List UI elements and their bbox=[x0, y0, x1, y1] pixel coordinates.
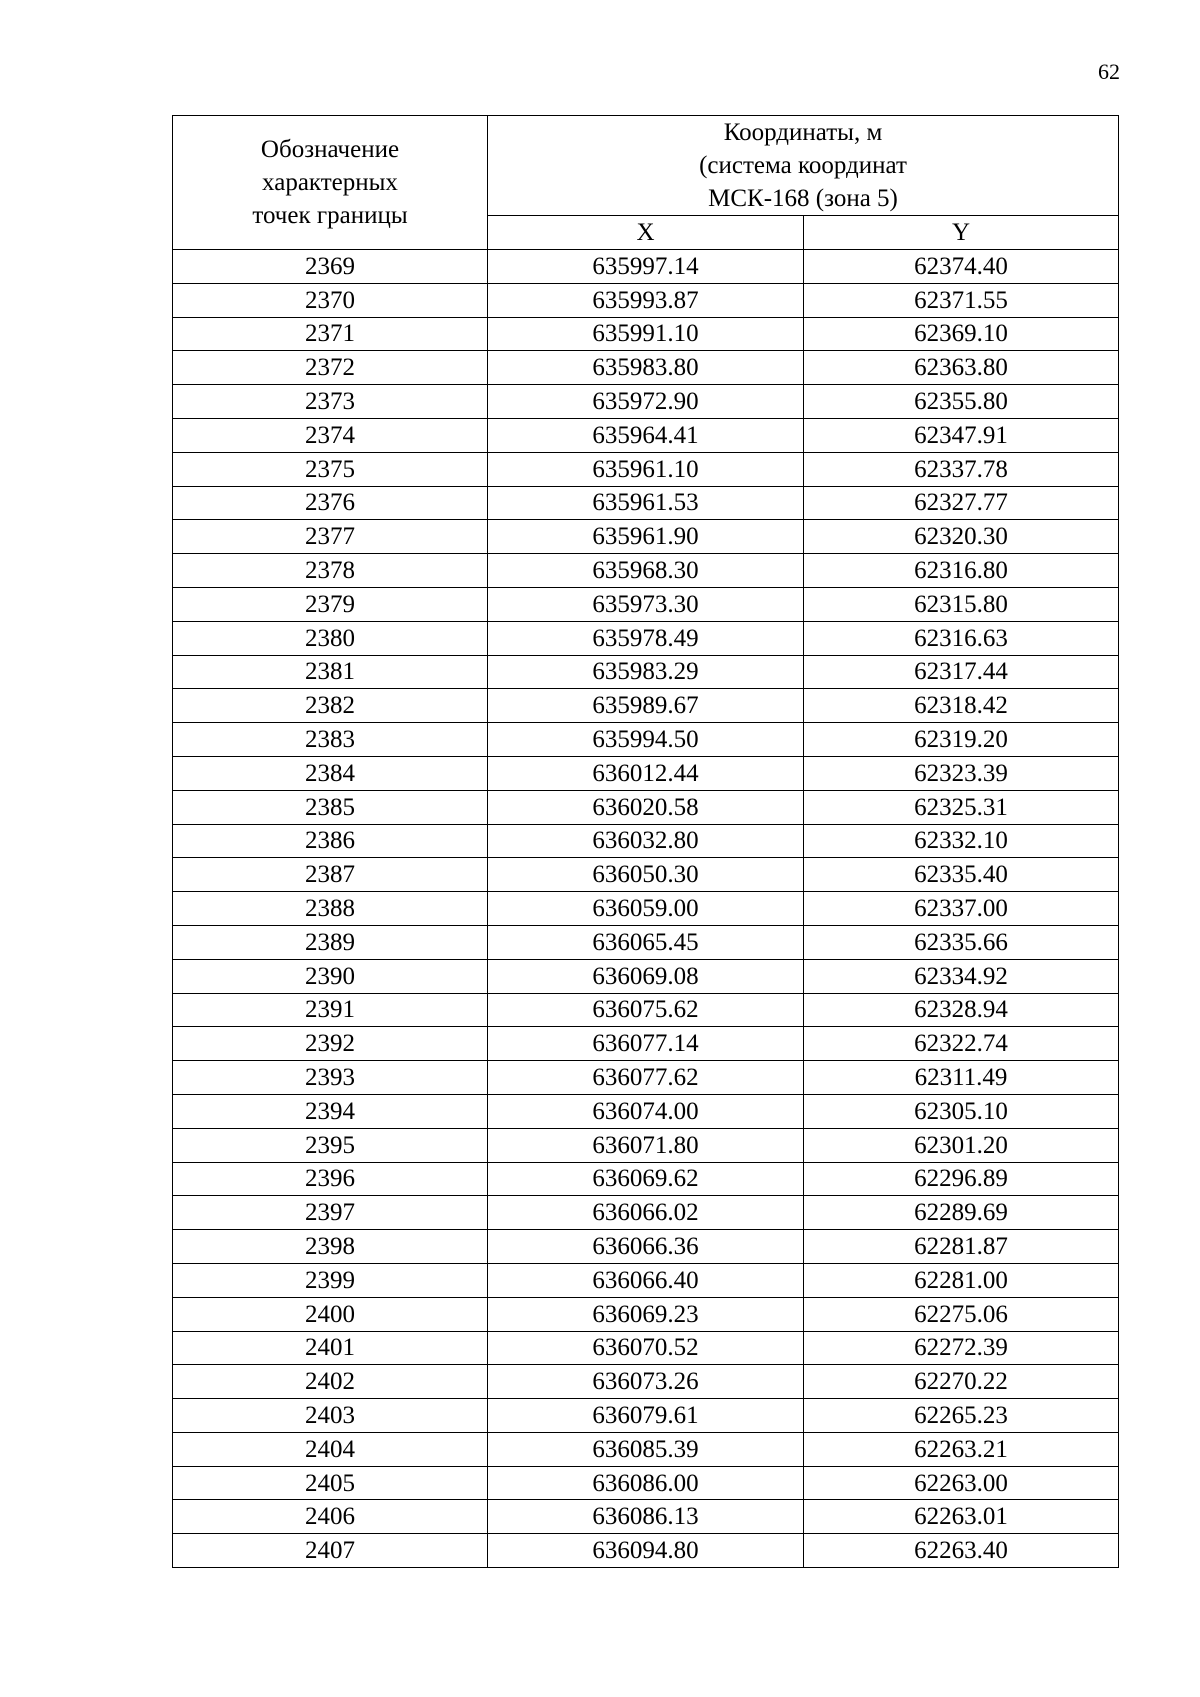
x-coordinate-cell: 636059.00 bbox=[488, 892, 804, 926]
y-coordinate-cell: 62337.00 bbox=[804, 892, 1119, 926]
coordinates-header-line: Координаты, м bbox=[723, 119, 883, 146]
y-coordinate-cell: 62328.94 bbox=[804, 993, 1119, 1027]
table-row bbox=[173, 993, 1119, 1027]
y-coordinate-cell: 62327.77 bbox=[804, 486, 1119, 520]
point-id-cell: 2387 bbox=[173, 858, 488, 892]
table-row bbox=[173, 1331, 1119, 1365]
x-coordinate-cell: 636065.45 bbox=[488, 925, 804, 959]
y-coordinate-cell: 62263.40 bbox=[804, 1534, 1119, 1568]
point-id-cell: 2405 bbox=[173, 1466, 488, 1500]
point-id-cell: 2375 bbox=[173, 452, 488, 486]
x-coordinate-cell: 635983.80 bbox=[488, 351, 804, 385]
y-coordinate-cell: 62296.89 bbox=[804, 1162, 1119, 1196]
table-row bbox=[173, 1027, 1119, 1061]
designation-header-line: точек границы bbox=[252, 202, 408, 229]
table-row bbox=[173, 1128, 1119, 1162]
point-id-cell: 2400 bbox=[173, 1297, 488, 1331]
point-id-cell: 2401 bbox=[173, 1331, 488, 1365]
table-row bbox=[173, 1500, 1119, 1534]
table-row bbox=[173, 824, 1119, 858]
table-row bbox=[173, 385, 1119, 419]
x-coordinate-cell: 636032.80 bbox=[488, 824, 804, 858]
y-coordinate-cell: 62281.87 bbox=[804, 1230, 1119, 1264]
table-row bbox=[173, 959, 1119, 993]
coordinates-header bbox=[488, 116, 1119, 216]
y-coordinate-cell: 62335.66 bbox=[804, 925, 1119, 959]
y-coordinate-cell: 62322.74 bbox=[804, 1027, 1119, 1061]
x-coordinate-cell: 635972.90 bbox=[488, 385, 804, 419]
y-coordinate-cell: 62334.92 bbox=[804, 959, 1119, 993]
table-row bbox=[173, 351, 1119, 385]
point-id-cell: 2402 bbox=[173, 1365, 488, 1399]
y-coordinate-cell: 62316.80 bbox=[804, 554, 1119, 588]
x-coordinate-cell: 636077.62 bbox=[488, 1061, 804, 1095]
table-row bbox=[173, 756, 1119, 790]
x-coordinate-cell: 636069.08 bbox=[488, 959, 804, 993]
y-coordinate-cell: 62374.40 bbox=[804, 250, 1119, 284]
point-id-cell: 2403 bbox=[173, 1399, 488, 1433]
point-id-cell: 2386 bbox=[173, 824, 488, 858]
table-row bbox=[173, 317, 1119, 351]
point-id-cell: 2394 bbox=[173, 1094, 488, 1128]
point-id-cell: 2389 bbox=[173, 925, 488, 959]
point-id-cell: 2396 bbox=[173, 1162, 488, 1196]
x-coordinate-cell: 636069.23 bbox=[488, 1297, 804, 1331]
table-row bbox=[173, 486, 1119, 520]
y-coordinate-cell: 62270.22 bbox=[804, 1365, 1119, 1399]
y-coordinate-cell: 62289.69 bbox=[804, 1196, 1119, 1230]
x-coordinate-cell: 635989.67 bbox=[488, 689, 804, 723]
table-row bbox=[173, 1196, 1119, 1230]
y-coordinate-cell: 62332.10 bbox=[804, 824, 1119, 858]
point-id-cell: 2385 bbox=[173, 790, 488, 824]
table-row bbox=[173, 554, 1119, 588]
y-coordinate-cell: 62325.31 bbox=[804, 790, 1119, 824]
x-coordinate-cell: 635978.49 bbox=[488, 621, 804, 655]
x-coordinate-cell: 636094.80 bbox=[488, 1534, 804, 1568]
point-id-cell: 2393 bbox=[173, 1061, 488, 1095]
designation-header bbox=[173, 116, 488, 250]
point-id-cell: 2388 bbox=[173, 892, 488, 926]
y-coordinate-cell: 62319.20 bbox=[804, 723, 1119, 757]
x-coordinate-cell: 635961.90 bbox=[488, 520, 804, 554]
table-row bbox=[173, 621, 1119, 655]
x-coordinate-cell: 636012.44 bbox=[488, 756, 804, 790]
x-coordinate-cell: 635973.30 bbox=[488, 587, 804, 621]
x-coordinate-cell: 635983.29 bbox=[488, 655, 804, 689]
table-row bbox=[173, 1466, 1119, 1500]
y-coordinate-cell: 62263.21 bbox=[804, 1432, 1119, 1466]
table-row bbox=[173, 689, 1119, 723]
point-id-cell: 2371 bbox=[173, 317, 488, 351]
table-row bbox=[173, 1534, 1119, 1568]
point-id-cell: 2377 bbox=[173, 520, 488, 554]
x-coordinate-cell: 635961.53 bbox=[488, 486, 804, 520]
y-coordinate-cell: 62320.30 bbox=[804, 520, 1119, 554]
x-coordinate-cell: 636077.14 bbox=[488, 1027, 804, 1061]
y-coordinate-cell: 62265.23 bbox=[804, 1399, 1119, 1433]
page-number: 62 bbox=[1098, 59, 1120, 84]
table-header bbox=[173, 116, 1119, 250]
table-row bbox=[173, 925, 1119, 959]
point-id-cell: 2374 bbox=[173, 418, 488, 452]
point-id-cell: 2395 bbox=[173, 1128, 488, 1162]
x-coordinate-cell: 635993.87 bbox=[488, 283, 804, 317]
table-row bbox=[173, 1399, 1119, 1433]
table-row bbox=[173, 1432, 1119, 1466]
point-id-cell: 2382 bbox=[173, 689, 488, 723]
table-row bbox=[173, 1297, 1119, 1331]
y-coordinate-cell: 62311.49 bbox=[804, 1061, 1119, 1095]
x-coordinate-cell: 636050.30 bbox=[488, 858, 804, 892]
x-column-header: X bbox=[488, 216, 804, 250]
table-row bbox=[173, 1365, 1119, 1399]
table-row bbox=[173, 1230, 1119, 1264]
table-row bbox=[173, 892, 1119, 926]
x-coordinate-cell: 636069.62 bbox=[488, 1162, 804, 1196]
x-coordinate-cell: 636066.36 bbox=[488, 1230, 804, 1264]
table-row bbox=[173, 283, 1119, 317]
y-column-header: Y bbox=[804, 216, 1119, 250]
point-id-cell: 2406 bbox=[173, 1500, 488, 1534]
point-id-cell: 2383 bbox=[173, 723, 488, 757]
point-id-cell: 2397 bbox=[173, 1196, 488, 1230]
y-coordinate-cell: 62335.40 bbox=[804, 858, 1119, 892]
y-coordinate-cell: 62301.20 bbox=[804, 1128, 1119, 1162]
point-id-cell: 2376 bbox=[173, 486, 488, 520]
coordinates-header-line: (система координат bbox=[699, 152, 907, 179]
table-row bbox=[173, 520, 1119, 554]
point-id-cell: 2380 bbox=[173, 621, 488, 655]
y-coordinate-cell: 62315.80 bbox=[804, 587, 1119, 621]
point-id-cell: 2407 bbox=[173, 1534, 488, 1568]
x-coordinate-cell: 635961.10 bbox=[488, 452, 804, 486]
point-id-cell: 2398 bbox=[173, 1230, 488, 1264]
y-coordinate-cell: 62369.10 bbox=[804, 317, 1119, 351]
table-row bbox=[173, 418, 1119, 452]
point-id-cell: 2370 bbox=[173, 283, 488, 317]
x-coordinate-cell: 636086.13 bbox=[488, 1500, 804, 1534]
table-row bbox=[173, 723, 1119, 757]
y-coordinate-cell: 62263.01 bbox=[804, 1500, 1119, 1534]
table-row bbox=[173, 1263, 1119, 1297]
point-id-cell: 2391 bbox=[173, 993, 488, 1027]
x-coordinate-cell: 636079.61 bbox=[488, 1399, 804, 1433]
point-id-cell: 2378 bbox=[173, 554, 488, 588]
point-id-cell: 2379 bbox=[173, 587, 488, 621]
table-row bbox=[173, 1094, 1119, 1128]
designation-header-line: характерных bbox=[262, 169, 398, 196]
table-body bbox=[173, 250, 1119, 1568]
table-row bbox=[173, 1162, 1119, 1196]
designation-header-line: Обозначение bbox=[260, 136, 400, 163]
y-coordinate-cell: 62318.42 bbox=[804, 689, 1119, 723]
point-id-cell: 2372 bbox=[173, 351, 488, 385]
table-row bbox=[173, 250, 1119, 284]
x-coordinate-cell: 635991.10 bbox=[488, 317, 804, 351]
x-coordinate-cell: 636075.62 bbox=[488, 993, 804, 1027]
y-coordinate-cell: 62263.00 bbox=[804, 1466, 1119, 1500]
point-id-cell: 2384 bbox=[173, 756, 488, 790]
table-row bbox=[173, 587, 1119, 621]
x-coordinate-cell: 635997.14 bbox=[488, 250, 804, 284]
table-row bbox=[173, 452, 1119, 486]
table-row bbox=[173, 858, 1119, 892]
y-coordinate-cell: 62272.39 bbox=[804, 1331, 1119, 1365]
y-coordinate-cell: 62316.63 bbox=[804, 621, 1119, 655]
y-coordinate-cell: 62371.55 bbox=[804, 283, 1119, 317]
y-coordinate-cell: 62275.06 bbox=[804, 1297, 1119, 1331]
table-row bbox=[173, 1061, 1119, 1095]
x-coordinate-cell: 636086.00 bbox=[488, 1466, 804, 1500]
x-coordinate-cell: 636020.58 bbox=[488, 790, 804, 824]
x-coordinate-cell: 636071.80 bbox=[488, 1128, 804, 1162]
y-coordinate-cell: 62363.80 bbox=[804, 351, 1119, 385]
x-coordinate-cell: 635964.41 bbox=[488, 418, 804, 452]
point-id-cell: 2390 bbox=[173, 959, 488, 993]
y-coordinate-cell: 62323.39 bbox=[804, 756, 1119, 790]
y-coordinate-cell: 62355.80 bbox=[804, 385, 1119, 419]
point-id-cell: 2373 bbox=[173, 385, 488, 419]
point-id-cell: 2369 bbox=[173, 250, 488, 284]
coordinates-header-line: МСК-168 (зона 5) bbox=[708, 185, 898, 212]
y-coordinate-cell: 62305.10 bbox=[804, 1094, 1119, 1128]
x-coordinate-cell: 636066.40 bbox=[488, 1263, 804, 1297]
y-coordinate-cell: 62347.91 bbox=[804, 418, 1119, 452]
x-coordinate-cell: 636070.52 bbox=[488, 1331, 804, 1365]
x-coordinate-cell: 636085.39 bbox=[488, 1432, 804, 1466]
x-coordinate-cell: 636066.02 bbox=[488, 1196, 804, 1230]
table-row bbox=[173, 655, 1119, 689]
point-id-cell: 2404 bbox=[173, 1432, 488, 1466]
x-coordinate-cell: 636074.00 bbox=[488, 1094, 804, 1128]
x-coordinate-cell: 635994.50 bbox=[488, 723, 804, 757]
point-id-cell: 2381 bbox=[173, 655, 488, 689]
point-id-cell: 2392 bbox=[173, 1027, 488, 1061]
x-coordinate-cell: 635968.30 bbox=[488, 554, 804, 588]
coordinates-table bbox=[172, 115, 1119, 1568]
y-coordinate-cell: 62317.44 bbox=[804, 655, 1119, 689]
y-coordinate-cell: 62281.00 bbox=[804, 1263, 1119, 1297]
x-coordinate-cell: 636073.26 bbox=[488, 1365, 804, 1399]
table-row bbox=[173, 790, 1119, 824]
point-id-cell: 2399 bbox=[173, 1263, 488, 1297]
y-coordinate-cell: 62337.78 bbox=[804, 452, 1119, 486]
